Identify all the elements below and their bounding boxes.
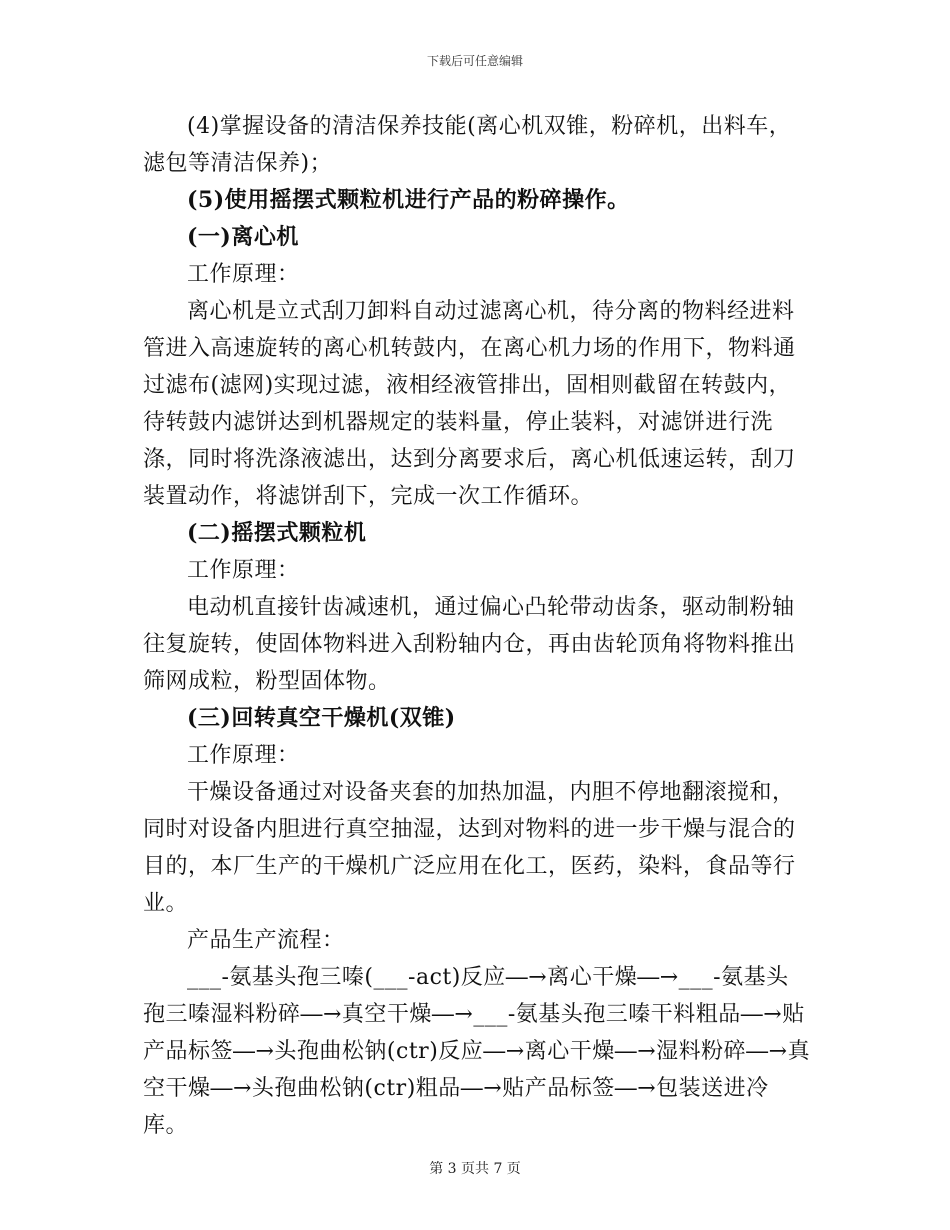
- label-working-principle: 工作原理：: [187, 743, 300, 768]
- section-heading-vacuum-dryer: (三)回转真空干燥机(双锥): [187, 705, 456, 731]
- label-production-flow: 产品生产流程：: [187, 928, 345, 953]
- paragraph-production-flow: ___-氨基头孢三嗪(___-act)反应―→离心干燥―→___-氨基头孢三嗪湿料粉碎―→真空干燥―→___-氨基头孢三嗪干料粗品―→贴产品标签―→头孢曲松钠(ctr)反应―→离心干燥―→湿料粉碎―→真空干燥―→头孢曲松钠(ctr)粗品―→贴产品标签―→包装送进冷库。: [143, 965, 811, 1138]
- section-heading-granulator: (二)摇摆式颗粒机: [187, 520, 367, 546]
- paragraph-centrifuge-principle: 离心机是立式刮刀卸料自动过滤离心机，待分离的物料经进料管进入高速旋转的离心机转鼓内，在离心机力场的作用下，物料通过滤布(滤网)实现过滤，液相经液管排出，固相则截留在转鼓内，待转鼓内滤饼达到机器规定的装料量，停止装料，对滤饼进行洗涤，同时将洗涤液滤出，达到分离要求后，离心机低速运转，刮刀装置动作，将滤饼刮下，完成一次工作循环。: [143, 299, 796, 509]
- paragraph-cleaning-skills: (4)掌握设备的清洁保养技能(离心机双锥，粉碎机，出料车，滤包等清洁保养)；: [143, 114, 792, 176]
- paragraph-dryer-principle: 干燥设备通过对设备夹套的加热加温，内胆不停地翻滚搅和，同时对设备内胆进行真空抽湿，达到对物料的进一步干燥与混合的目的，本厂生产的干燥机广泛应用在化工，医药，染料，食品等行业。: [143, 780, 796, 916]
- page-footer: 第 3 页共 7 页: [429, 1161, 521, 1177]
- document-body: [143, 108, 811, 1144]
- paragraph-granulator-operation: (5)使用摇摆式颗粒机进行产品的粉碎操作。: [187, 187, 630, 213]
- page-header: 下载后可任意编辑: [426, 54, 523, 68]
- label-working-principle: 工作原理：: [187, 558, 300, 583]
- label-working-principle: 工作原理：: [187, 262, 300, 287]
- paragraph-granulator-principle: 电动机直接针齿减速机，通过偏心凸轮带动齿条，驱动制粉轴往复旋转，使固体物料进入刮粉轴内仓，再由齿轮顶角将物料推出筛网成粒，粉型固体物。: [143, 595, 796, 694]
- section-heading-centrifuge: (一)离心机: [187, 224, 299, 250]
